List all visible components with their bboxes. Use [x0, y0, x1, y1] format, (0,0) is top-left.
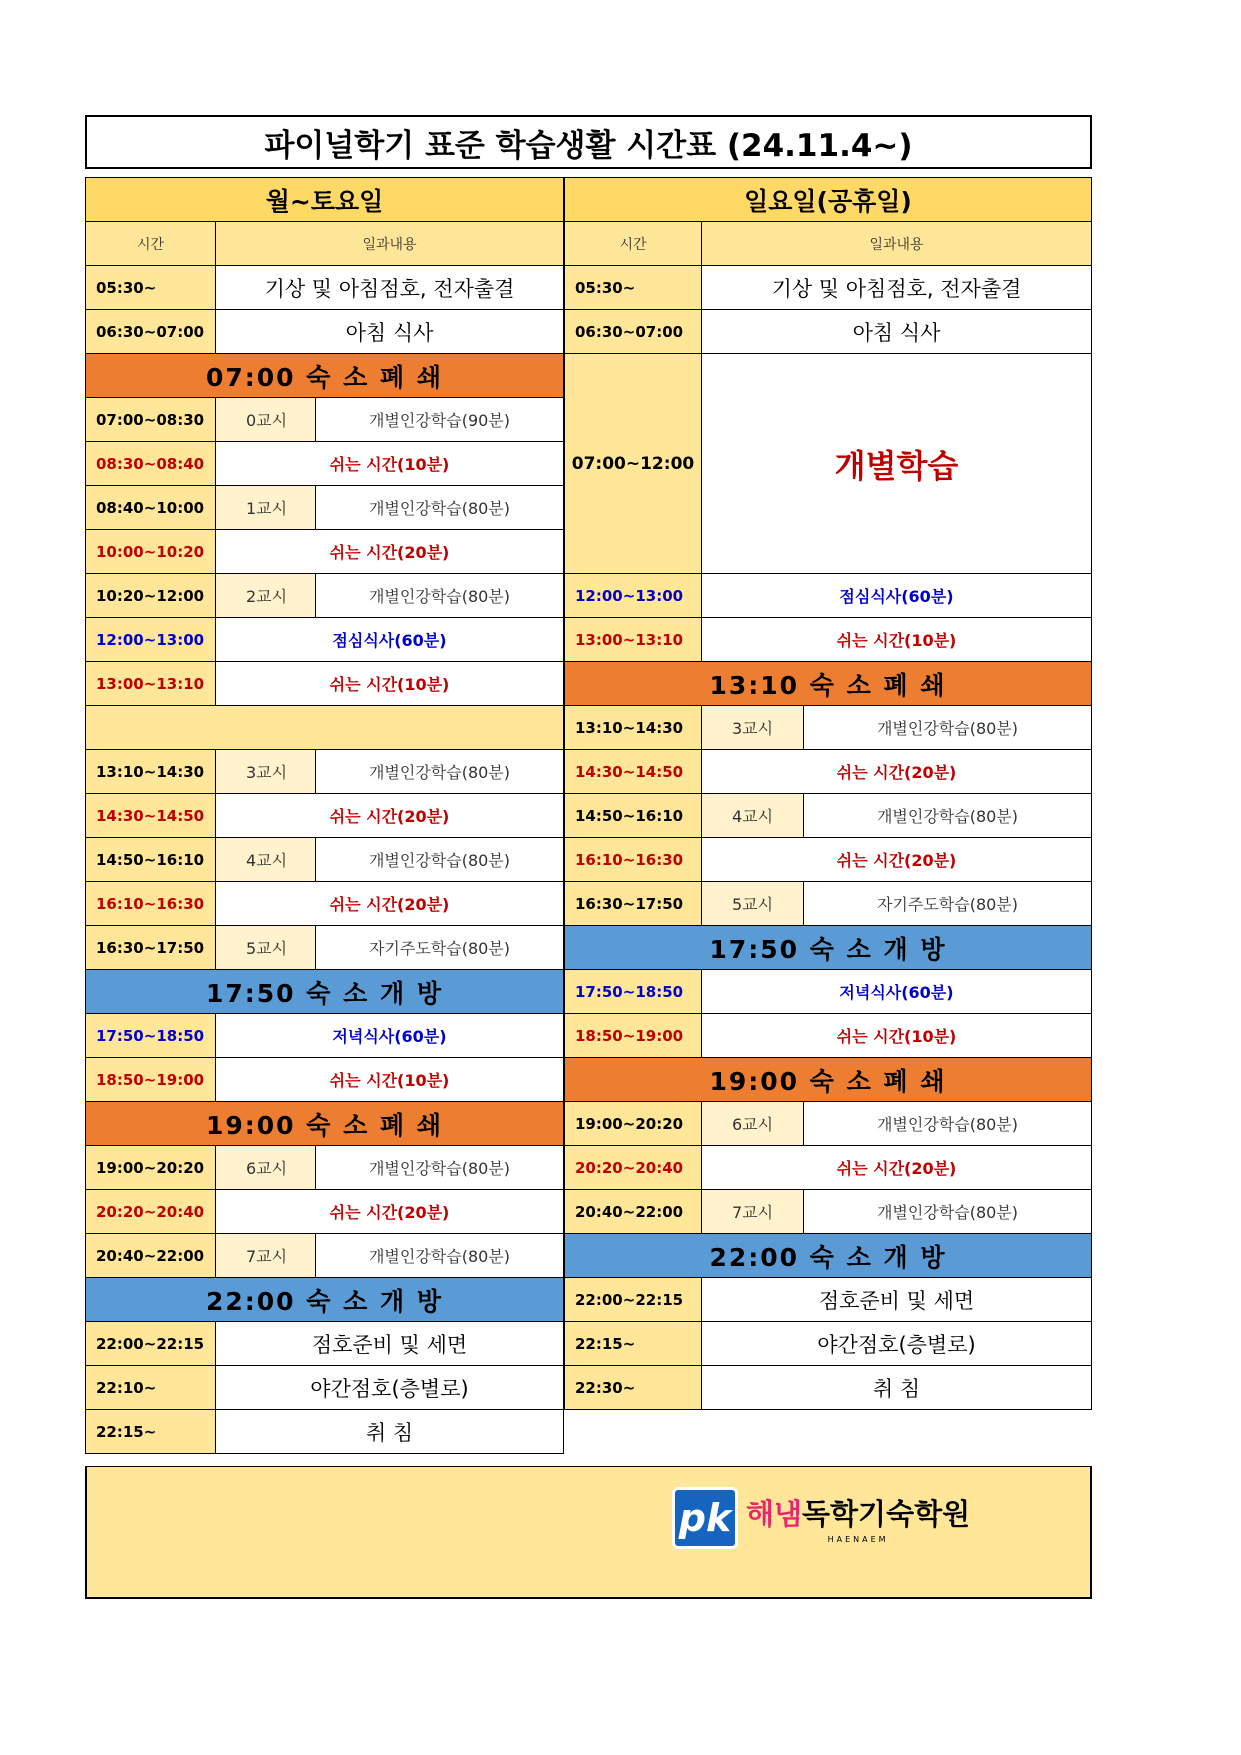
day-header-row	[86, 178, 564, 222]
activity-cell: 쉬는 시간(10분)	[216, 662, 564, 706]
activity-cell: 개별인강학습(80분)	[804, 1102, 1092, 1146]
day-header: 월~토요일	[86, 178, 564, 222]
activity-cell: 개별인강학습(80분)	[316, 750, 564, 794]
schedule-row	[86, 970, 564, 1014]
schedule-row	[86, 1366, 564, 1410]
schedule-row	[565, 750, 1092, 794]
time-cell: 06:30~07:00	[86, 310, 216, 354]
schedule-row	[565, 1190, 1092, 1234]
activity-cell: 개별인강학습(80분)	[316, 838, 564, 882]
schedule-row	[86, 442, 564, 486]
dorm-status-banner: 22:00 숙 소 개 방	[86, 1278, 564, 1322]
schedule-row	[565, 662, 1092, 706]
schedule-row	[86, 662, 564, 706]
schedule-row	[565, 310, 1092, 354]
schedule-row	[86, 1410, 564, 1454]
schedule-row	[86, 530, 564, 574]
schedule-row	[86, 1146, 564, 1190]
academy-logo	[672, 1487, 970, 1549]
column-header-row	[86, 222, 564, 266]
logo-name	[746, 1492, 970, 1533]
time-cell: 20:40~22:00	[86, 1234, 216, 1278]
dorm-status-banner: 17:50 숙 소 개 방	[86, 970, 564, 1014]
activity-cell: 쉬는 시간(20분)	[702, 750, 1092, 794]
time-cell: 13:00~13:10	[565, 618, 702, 662]
dorm-status-banner: 19:00 숙 소 폐 쇄	[86, 1102, 564, 1146]
logo-name-rest: 독학기숙학원	[802, 1497, 971, 1531]
activity-cell: 아침 식사	[702, 310, 1092, 354]
time-cell: 17:50~18:50	[565, 970, 702, 1014]
activity-cell: 쉬는 시간(20분)	[216, 530, 564, 574]
activity-cell: 쉬는 시간(10분)	[216, 442, 564, 486]
column-header-row	[565, 222, 1092, 266]
time-cell: 05:30~	[86, 266, 216, 310]
period-cell: 3교시	[702, 706, 804, 750]
schedule-row	[565, 838, 1092, 882]
activity-cell: 개별인강학습(80분)	[316, 574, 564, 618]
schedule-row	[86, 1190, 564, 1234]
schedule-row	[86, 926, 564, 970]
time-cell: 16:30~17:50	[565, 882, 702, 926]
logo-name-pink: 해냄	[746, 1497, 803, 1531]
schedule-row	[565, 926, 1092, 970]
schedule-row	[86, 1058, 564, 1102]
time-cell: 16:30~17:50	[86, 926, 216, 970]
schedule-row	[86, 574, 564, 618]
column-header-content: 일과내용	[702, 222, 1092, 266]
time-cell: 13:10~14:30	[86, 750, 216, 794]
activity-cell: 기상 및 아침점호, 전자출결	[702, 266, 1092, 310]
dorm-status-banner: 22:00 숙 소 개 방	[565, 1234, 1092, 1278]
blank-row	[86, 706, 564, 750]
dorm-status-banner: 19:00 숙 소 폐 쇄	[565, 1058, 1092, 1102]
dorm-status-banner: 13:10 숙 소 폐 쇄	[565, 662, 1092, 706]
time-cell: 13:10~14:30	[565, 706, 702, 750]
footer	[85, 1466, 1092, 1599]
schedule-row	[86, 310, 564, 354]
activity-cell: 아침 식사	[216, 310, 564, 354]
weekday-schedule-table	[85, 177, 564, 1454]
activity-cell: 쉬는 시간(10분)	[216, 1058, 564, 1102]
period-cell: 0교시	[216, 398, 316, 442]
schedule-row	[86, 398, 564, 442]
time-cell: 18:50~19:00	[565, 1014, 702, 1058]
period-cell: 6교시	[216, 1146, 316, 1190]
schedule-row	[565, 1278, 1092, 1322]
time-cell: 22:10~	[86, 1366, 216, 1410]
time-cell: 05:30~	[565, 266, 702, 310]
logo-mark-icon: pk	[672, 1487, 738, 1549]
time-cell: 14:30~14:50	[565, 750, 702, 794]
time-cell: 22:00~22:15	[86, 1322, 216, 1366]
activity-cell: 야간점호(층별로)	[702, 1322, 1092, 1366]
schedule-row	[565, 1058, 1092, 1102]
time-cell: 22:15~	[86, 1410, 216, 1454]
schedule-row	[86, 706, 564, 750]
schedule-row	[565, 1366, 1092, 1410]
activity-cell: 쉬는 시간(20분)	[216, 882, 564, 926]
schedule-row	[86, 1322, 564, 1366]
period-cell: 5교시	[702, 882, 804, 926]
time-cell: 18:50~19:00	[86, 1058, 216, 1102]
activity-cell: 개별인강학습(80분)	[804, 794, 1092, 838]
activity-cell: 점심식사(60분)	[216, 618, 564, 662]
schedule-row	[565, 882, 1092, 926]
schedule-row	[565, 970, 1092, 1014]
time-cell: 22:15~	[565, 1322, 702, 1366]
schedule-row	[565, 1146, 1092, 1190]
period-cell: 7교시	[216, 1234, 316, 1278]
activity-cell: 쉬는 시간(20분)	[216, 794, 564, 838]
time-cell: 08:40~10:00	[86, 486, 216, 530]
time-cell: 20:20~20:40	[86, 1190, 216, 1234]
time-cell: 19:00~20:20	[565, 1102, 702, 1146]
schedule-row	[565, 618, 1092, 662]
time-cell: 22:30~	[565, 1366, 702, 1410]
activity-cell: 자기주도학습(80분)	[804, 882, 1092, 926]
time-cell: 10:00~10:20	[86, 530, 216, 574]
schedule-row	[565, 1322, 1092, 1366]
activity-cell: 야간점호(층별로)	[216, 1366, 564, 1410]
schedule-row	[86, 354, 564, 398]
activity-cell: 저녁식사(60분)	[216, 1014, 564, 1058]
time-cell: 17:50~18:50	[86, 1014, 216, 1058]
activity-cell: 개별인강학습(80분)	[804, 706, 1092, 750]
schedule-row	[86, 1234, 564, 1278]
schedule-row	[86, 266, 564, 310]
time-cell: 08:30~08:40	[86, 442, 216, 486]
time-cell: 06:30~07:00	[565, 310, 702, 354]
dorm-status-banner: 17:50 숙 소 개 방	[565, 926, 1092, 970]
time-cell: 20:20~20:40	[565, 1146, 702, 1190]
schedule-row	[86, 1102, 564, 1146]
time-cell: 19:00~20:20	[86, 1146, 216, 1190]
column-header-time: 시간	[86, 222, 216, 266]
activity-cell: 기상 및 아침점호, 전자출결	[216, 266, 564, 310]
period-cell: 1교시	[216, 486, 316, 530]
activity-cell: 개별학습	[702, 354, 1092, 574]
time-cell: 22:00~22:15	[565, 1278, 702, 1322]
time-cell: 10:20~12:00	[86, 574, 216, 618]
time-cell: 12:00~13:00	[86, 618, 216, 662]
schedule-row	[565, 1234, 1092, 1278]
schedule-row	[565, 266, 1092, 310]
activity-cell: 쉬는 시간(10분)	[702, 1014, 1092, 1058]
activity-cell: 저녁식사(60분)	[702, 970, 1092, 1014]
activity-cell: 쉬는 시간(20분)	[216, 1190, 564, 1234]
activity-cell: 점호준비 및 세면	[702, 1278, 1092, 1322]
schedule-row	[86, 794, 564, 838]
page-title: 파이널학기 표준 학습생활 시간표 (24.11.4~)	[85, 115, 1092, 169]
time-cell: 07:00~12:00	[565, 354, 702, 574]
sunday-schedule-table	[564, 177, 1092, 1410]
schedule-row	[86, 882, 564, 926]
schedule-row	[86, 486, 564, 530]
column-header-content: 일과내용	[216, 222, 564, 266]
time-cell: 07:00~08:30	[86, 398, 216, 442]
period-cell: 6교시	[702, 1102, 804, 1146]
time-cell: 20:40~22:00	[565, 1190, 702, 1234]
period-cell: 4교시	[216, 838, 316, 882]
activity-cell: 쉬는 시간(20분)	[702, 838, 1092, 882]
time-cell: 16:10~16:30	[86, 882, 216, 926]
activity-cell: 쉬는 시간(20분)	[702, 1146, 1092, 1190]
period-cell: 7교시	[702, 1190, 804, 1234]
dorm-status-banner: 07:00 숙 소 폐 쇄	[86, 354, 564, 398]
period-cell: 5교시	[216, 926, 316, 970]
schedule-row	[86, 618, 564, 662]
schedule-row	[565, 794, 1092, 838]
schedule-row	[565, 1102, 1092, 1146]
activity-cell: 쉬는 시간(10분)	[702, 618, 1092, 662]
time-cell: 13:00~13:10	[86, 662, 216, 706]
activity-cell: 개별인강학습(80분)	[316, 1234, 564, 1278]
schedule-row	[86, 838, 564, 882]
activity-cell: 개별인강학습(90분)	[316, 398, 564, 442]
activity-cell: 점심식사(60분)	[702, 574, 1092, 618]
activity-cell: 자기주도학습(80분)	[316, 926, 564, 970]
logo-subtitle: HAENAEM	[827, 1535, 889, 1544]
time-cell: 12:00~13:00	[565, 574, 702, 618]
schedule-row	[565, 1014, 1092, 1058]
schedule-row	[86, 1278, 564, 1322]
time-cell: 14:30~14:50	[86, 794, 216, 838]
schedule-row	[565, 574, 1092, 618]
time-cell: 14:50~16:10	[86, 838, 216, 882]
column-header-time: 시간	[565, 222, 702, 266]
activity-cell: 개별인강학습(80분)	[804, 1190, 1092, 1234]
time-cell: 14:50~16:10	[565, 794, 702, 838]
schedule-row	[86, 750, 564, 794]
activity-cell: 개별인강학습(80분)	[316, 1146, 564, 1190]
activity-cell: 취 침	[216, 1410, 564, 1454]
time-cell: 16:10~16:30	[565, 838, 702, 882]
period-cell: 2교시	[216, 574, 316, 618]
day-header: 일요일(공휴일)	[565, 178, 1092, 222]
activity-cell: 개별인강학습(80분)	[316, 486, 564, 530]
activity-cell: 취 침	[702, 1366, 1092, 1410]
period-cell: 3교시	[216, 750, 316, 794]
day-header-row	[565, 178, 1092, 222]
schedule-row	[86, 1014, 564, 1058]
activity-cell: 점호준비 및 세면	[216, 1322, 564, 1366]
period-cell: 4교시	[702, 794, 804, 838]
schedule-row	[565, 706, 1092, 750]
